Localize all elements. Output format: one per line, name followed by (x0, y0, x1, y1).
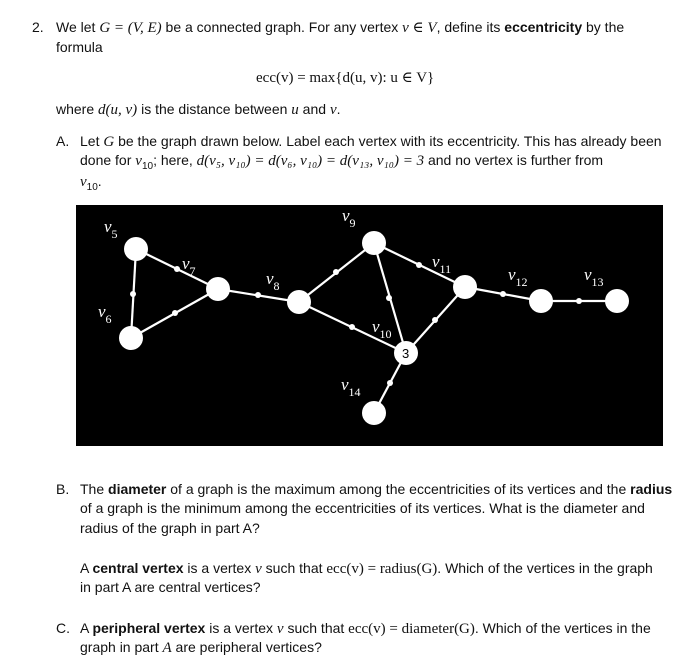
edge-dot (500, 291, 506, 297)
problem-number: 2. (32, 19, 44, 35)
part-a-label: A. (56, 133, 70, 149)
eccentricity-formula: ecc(v) = max{d(u, v): u ∈ V} (256, 70, 435, 86)
vertex-label-v10: $v_{10}$ (372, 317, 392, 341)
part-b-line-3: radius of the graph in part A? (80, 520, 260, 536)
vertex-label-v7: $v_7$ (182, 254, 196, 278)
part-c-line-1: A peripheral vertex is a vertex v such that ecc(v) = diameter(G). Which of the vertices in the (80, 620, 651, 637)
part-b-line-1: The diameter of a graph is the maximum among the eccentricities of its vertices and the radius (80, 481, 673, 497)
vertex-v5 (124, 237, 148, 261)
edge-dot (432, 317, 438, 323)
vertex-v6 (119, 326, 143, 350)
edge-dot (130, 291, 136, 297)
part-b-line-2: of a graph is the minimum among the eccentricities of its vertices. What is the diameter and (80, 500, 645, 516)
edge-dot (255, 292, 261, 298)
vertex-v8 (287, 290, 311, 314)
part-a-line-3: $v_{10}$. (80, 173, 102, 193)
edge-dot (386, 295, 392, 301)
vertex-label-v5: $v_5$ (104, 217, 118, 241)
edge-dot (387, 380, 393, 386)
edge-dot (349, 324, 355, 330)
vertex-label-v11: $v_{11}$ (432, 252, 452, 276)
graph-svg (76, 205, 663, 446)
vertex-v7 (206, 277, 230, 301)
vertex-label-v6: $v_6$ (98, 302, 112, 326)
part-b-label: B. (56, 481, 70, 497)
problem-intro-line-2: formula (56, 39, 103, 55)
edge-dot (174, 266, 180, 272)
graph-figure (76, 205, 663, 446)
problem-intro-line-1: We let G = (V, E) be a connected graph. For any vertex v ∈ V, define its eccentricity by the (56, 19, 625, 36)
vertex-v13 (605, 289, 629, 313)
vertex-v9 (362, 231, 386, 255)
part-c-line-2: graph in part A are peripheral vertices? (80, 639, 322, 656)
part-a-line-2: done for $v_{10}$; here, d(v₅, v₁₀) = d(v₆, v₁₀) = d(v₁₃, v₁₀) = 3 and no vertex is further from (80, 152, 604, 172)
central-vertex-line-1: A central vertex is a vertex v such that ecc(v) = radius(G). Which of the vertices in the graph (80, 560, 653, 577)
vertex-label-v9: $v_9$ (342, 206, 356, 230)
edge-dot (172, 310, 178, 316)
vertex-label-v13: $v_{13}$ (584, 265, 604, 289)
edge-dot (576, 298, 582, 304)
term-diameter: diameter (108, 481, 167, 497)
central-vertex-line-2: in part A are central vertices? (80, 579, 261, 595)
vertex-label-v14: $v_{14}$ (341, 375, 361, 399)
part-c-label: C. (56, 620, 70, 636)
edge-dot (333, 269, 339, 275)
term-eccentricity: eccentricity (504, 19, 583, 35)
vertex-v12 (529, 289, 553, 313)
vertex-label-v8: $v_8$ (266, 269, 280, 293)
vertex-label-v12: $v_{12}$ (508, 265, 528, 289)
term-central-vertex: central vertex (92, 560, 184, 576)
part-a-line-1: Let G be the graph drawn below. Label each vertex with its eccentricity. This has already been (80, 133, 662, 150)
edge-dot (416, 262, 422, 268)
term-radius: radius (630, 481, 673, 497)
vertex-v14 (362, 401, 386, 425)
vertex-v11 (453, 275, 477, 299)
term-peripheral-vertex: peripheral vertex (92, 620, 206, 636)
eccentricity-label-v10: 3 (402, 346, 410, 361)
distance-definition: where d(u, v) is the distance between u and v. (56, 101, 341, 118)
